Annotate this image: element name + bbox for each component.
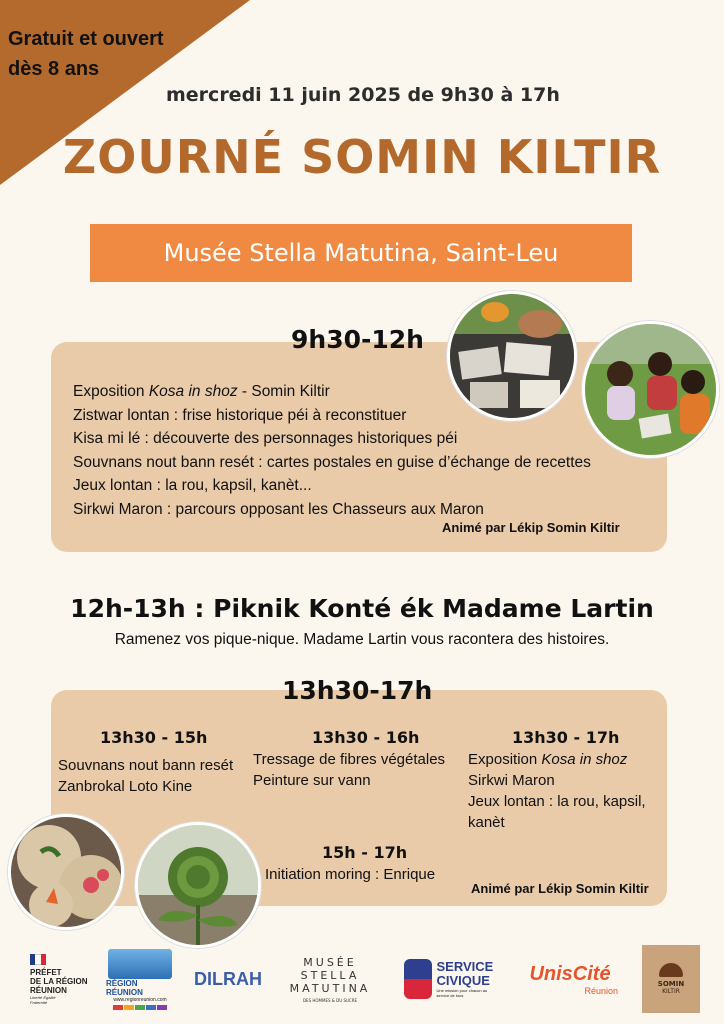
corner-banner-text: [8, 24, 164, 84]
col1-time: 13h30 - 15h: [100, 728, 208, 747]
morning-credit: Animé par Lékip Somin Kiltir: [442, 520, 620, 535]
col4-item: Initiation moring : Enrique: [265, 866, 436, 883]
afternoon-time: 13h30-17h: [282, 676, 433, 705]
col3-item: kanèt: [468, 814, 505, 831]
morning-activity-item: Kisa mi lé : découverte des personnages historiques péi: [73, 430, 458, 448]
french-flag-icon: [30, 954, 46, 965]
mountain-icon: [108, 949, 172, 979]
event-title: ZOURNÉ SOMIN KILTIR: [62, 130, 662, 184]
col4-time: 15h - 17h: [322, 843, 408, 862]
photo-exhibition: [447, 291, 577, 421]
logo-uniscite: UnisCité Réunion: [529, 962, 618, 996]
col1-item: Zanbrokal Loto Kine: [58, 778, 193, 795]
col3-time: 13h30 - 17h: [512, 728, 620, 747]
morning-activity-item: Jeux lontan : la rou, kapsil, kanèt...: [73, 477, 312, 495]
banner-line-1: Gratuit et ouvert: [8, 28, 164, 50]
col3-item: Sirkwi Maron: [468, 772, 555, 789]
service-civique-icon: [404, 959, 432, 999]
logo-service-civique: SERVICE CIVIQUE Une mission pour chacun au service de tous: [400, 945, 500, 1013]
afternoon-credit: Animé par Lékip Somin Kiltir: [471, 881, 649, 896]
logo-somin-kiltir: SOMIN KILTIR: [642, 945, 700, 1013]
col2-item: Tressage de fibres végétales: [253, 751, 446, 768]
photo-children-playing: [582, 321, 719, 458]
morning-time: 9h30-12h: [291, 325, 424, 354]
photo-woven-rose: [135, 822, 261, 948]
logo-region-reunion: RÉGION RÉUNION www.regionreunion.com: [106, 945, 174, 1013]
col1-list: [58, 755, 233, 797]
col2-list: [253, 749, 445, 791]
col2-time: 13h30 - 16h: [312, 728, 420, 747]
morning-activity-item: Exposition Kosa in shoz - Somin Kiltir: [73, 383, 330, 400]
col3-item: Jeux lontan : la rou, kapsil,: [468, 793, 646, 810]
logo-musee-stella-matutina: MUSÉE STELLA MATUTINA DES HOMMES & DU SUCRE: [289, 955, 371, 1003]
morning-activity-item: Zistwar lontan : frise historique péi à reconstituer: [73, 406, 407, 424]
morning-activity-item: Souvnans nout bann resét : cartes postales en guise d’échange de recettes: [73, 453, 591, 471]
logo-prefet: PRÉFET DE LA RÉGION RÉUNION Liberté Égalité Fraternité: [30, 945, 100, 1013]
col1-item: Souvnans nout bann resét: [58, 757, 234, 774]
col3-item-exposition: Exposition Kosa in shoz: [468, 751, 628, 768]
event-date: mercredi 11 juin 2025 de 9h30 à 17h: [166, 84, 560, 106]
photo-painted-fans: [8, 814, 124, 930]
col4-list: [265, 864, 435, 885]
logo-dilrah: DILRAH: [194, 968, 262, 989]
venue-label: Musée Stella Matutina, Saint-Leu: [90, 224, 632, 282]
color-stripe-icon: [113, 1005, 167, 1010]
lunch-title: 12h-13h : Piknik Konté ék Madame Lartin: [70, 594, 654, 623]
partner-logos: [0, 945, 724, 1015]
col2-item: Peinture sur vann: [253, 772, 371, 789]
col3-list: [468, 749, 646, 833]
banner-line-2: dès 8 ans: [8, 58, 100, 80]
lunch-description: Ramenez vos pique-nique. Madame Lartin vous racontera des histoires.: [114, 631, 610, 648]
hat-icon: [659, 963, 683, 977]
morning-activity-item: Sirkwi Maron : parcours opposant les Chasseurs aux Maron: [73, 500, 484, 518]
